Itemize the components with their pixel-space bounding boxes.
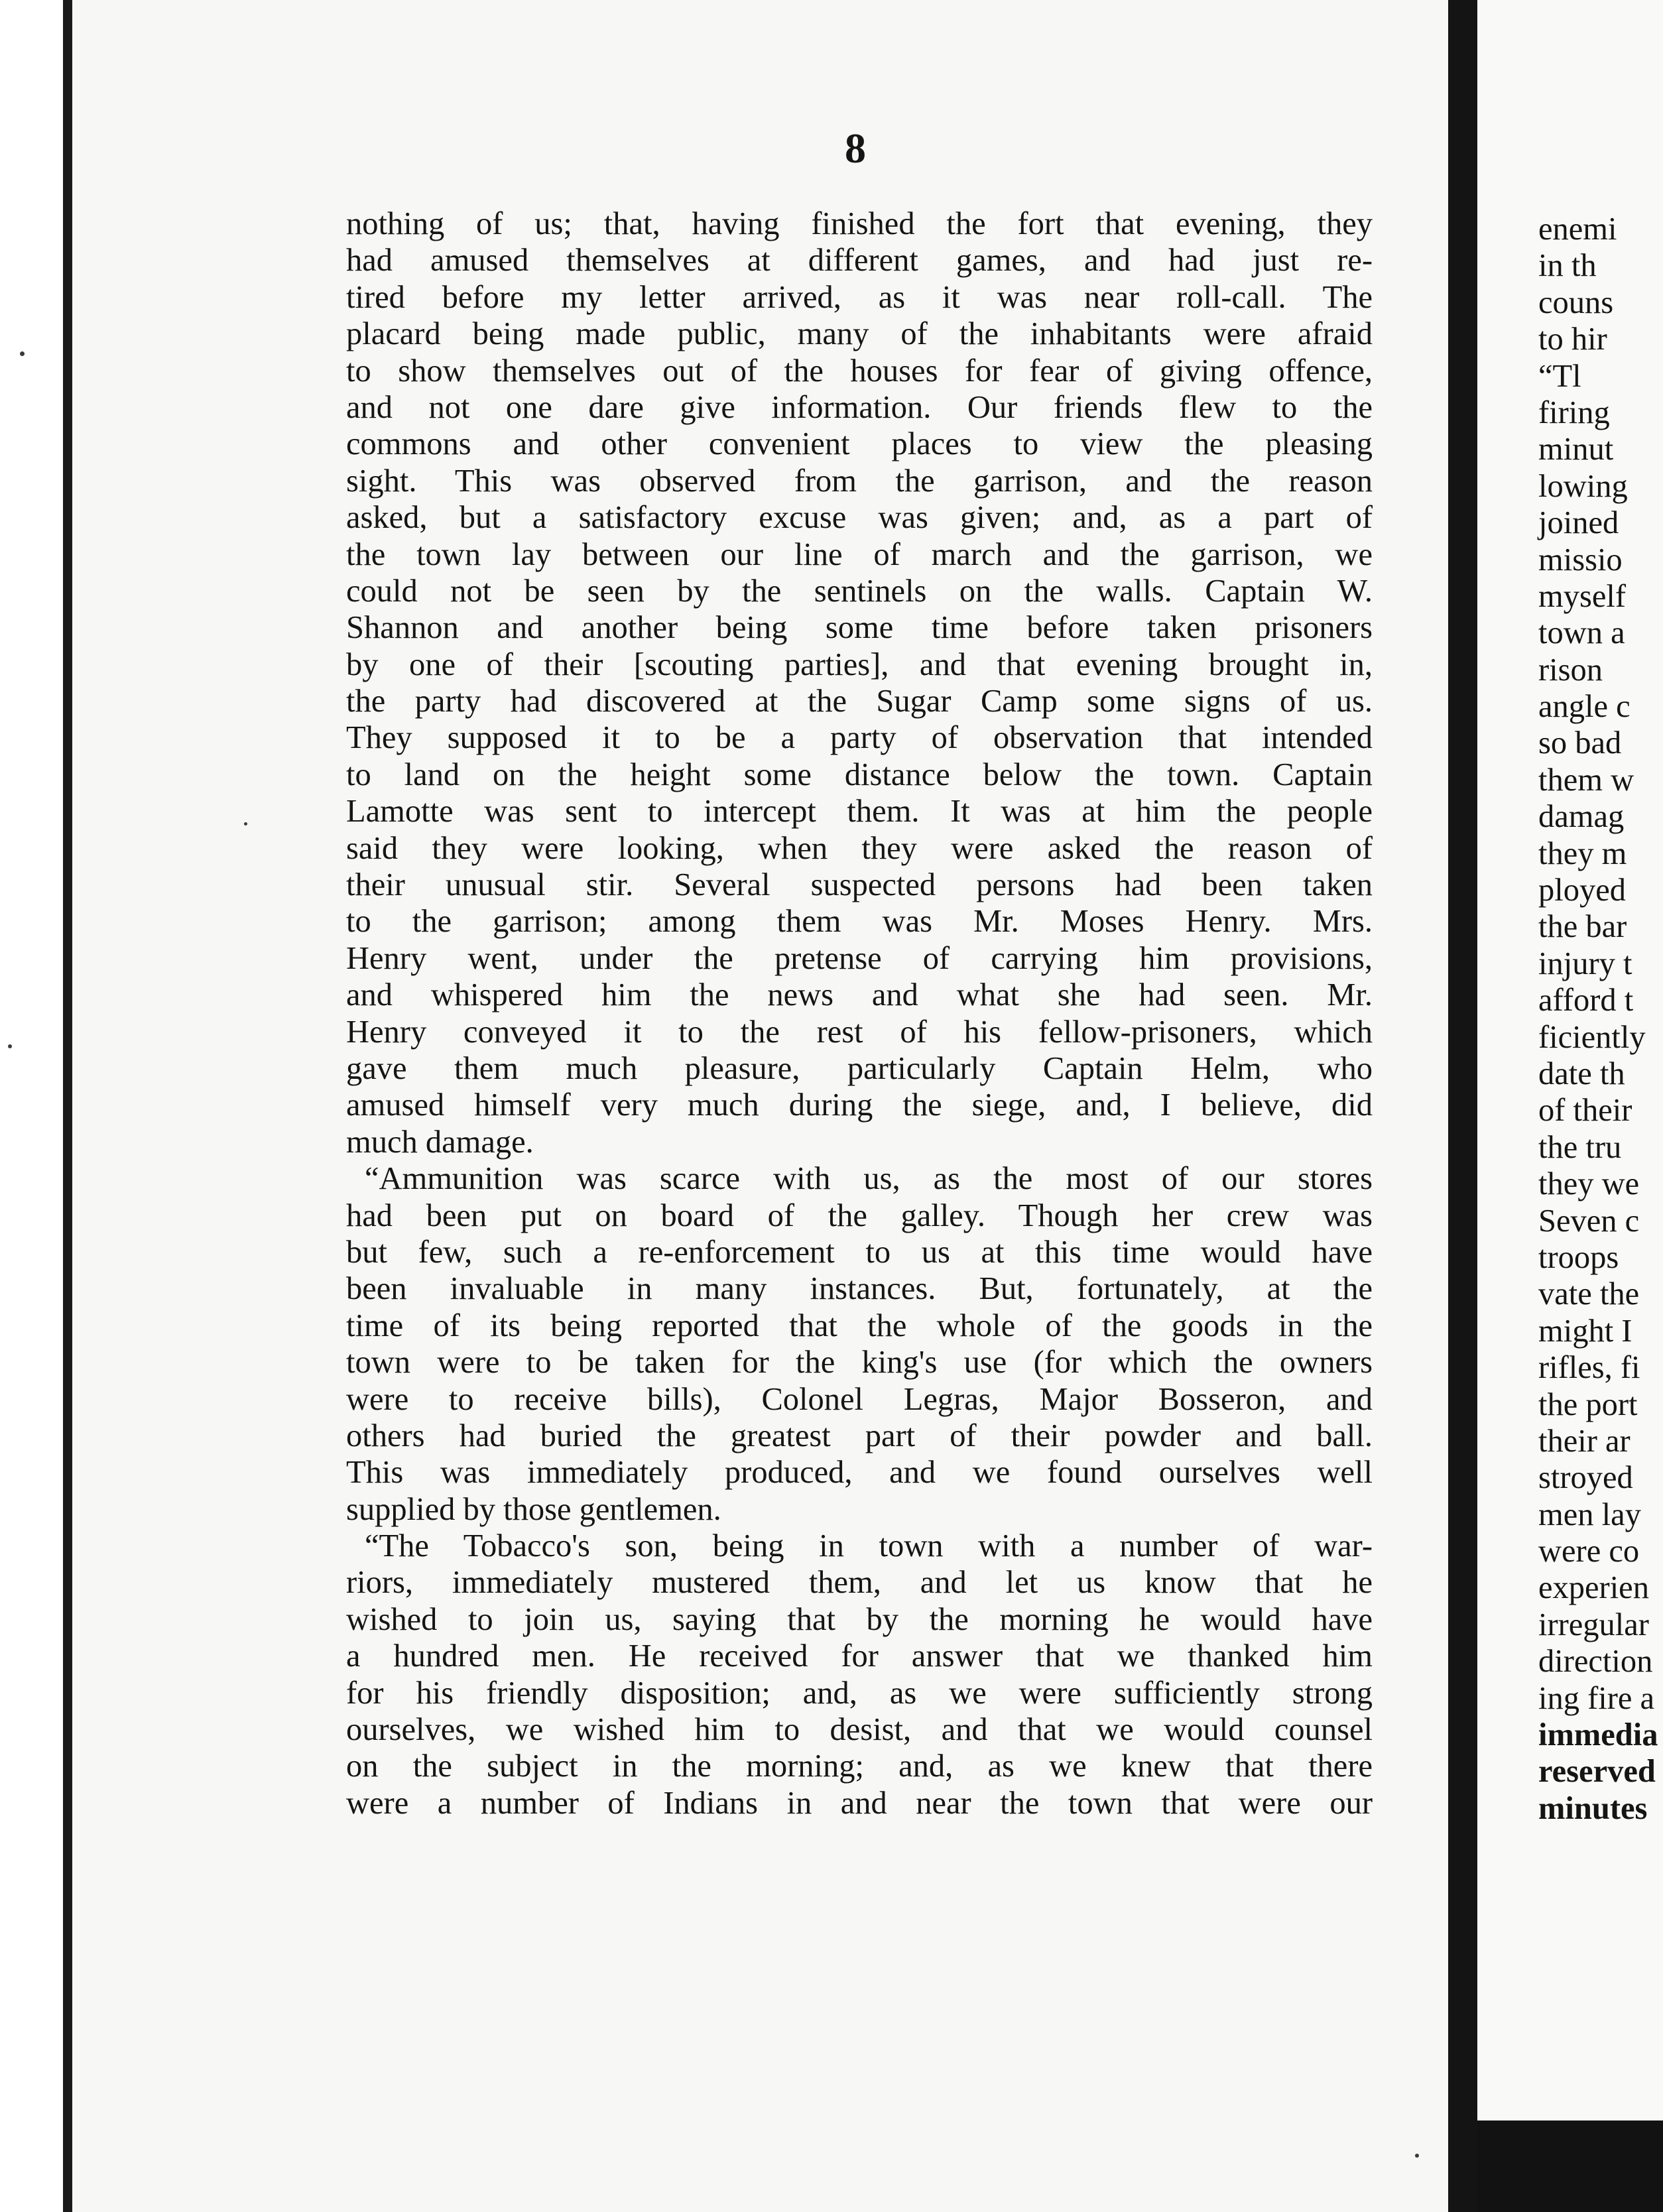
right-page-text bbox=[1538, 211, 1663, 1827]
text-line: Shannon and another being some time before taken prisoners bbox=[346, 610, 1373, 646]
text-line: Henry went, under the pretense of carrying him provisions, bbox=[346, 940, 1373, 976]
text-line: for his friendly disposition; and, as we were sufficiently strong bbox=[346, 1675, 1373, 1711]
text-line: gave them much pleasure, particularly Captain Helm, who bbox=[346, 1050, 1373, 1086]
scan-speck bbox=[1415, 2154, 1419, 2158]
right-text-line: ployed bbox=[1538, 873, 1627, 908]
right-text-line: stroyed bbox=[1538, 1460, 1633, 1496]
right-text-line: myself bbox=[1538, 578, 1627, 614]
right-text-line: town a bbox=[1538, 615, 1625, 651]
right-text-line: they we bbox=[1538, 1166, 1640, 1202]
right-text-line: couns bbox=[1538, 284, 1614, 320]
text-line: on the subject in the morning; and, as we knew that there bbox=[346, 1749, 1373, 1784]
right-text-line: joined bbox=[1538, 505, 1619, 541]
text-line: by one of their [scouting parties], and that evening brought in, bbox=[346, 646, 1373, 682]
right-text-line: “Tl bbox=[1538, 358, 1581, 394]
text-line: been invaluable in many instances. But, fortunately, at the bbox=[346, 1271, 1373, 1307]
text-line: “Ammunition was scarce with us, as the most of our stores bbox=[365, 1161, 1373, 1197]
text-line: commons and other convenient places to view the pleasing bbox=[346, 426, 1373, 462]
right-text-line: in th bbox=[1538, 248, 1597, 284]
right-text-line: afford t bbox=[1538, 983, 1634, 1018]
text-line: “The Tobacco's son, being in town with a number of war- bbox=[365, 1528, 1373, 1564]
text-line: the party had discovered at the Sugar Camp some signs of us. bbox=[346, 684, 1373, 719]
text-line: They supposed it to be a party of observation that intended bbox=[346, 720, 1373, 756]
text-line: riors, immediately mustered them, and let us know that he bbox=[346, 1565, 1373, 1601]
text-line: nothing of us; that, having finished the fort that evening, they bbox=[346, 206, 1373, 241]
right-text-line: so bad bbox=[1538, 725, 1622, 761]
left-page-edge bbox=[63, 0, 72, 2212]
text-line: to land on the height some distance below the town. Captain bbox=[346, 757, 1373, 792]
text-line: much damage. bbox=[346, 1124, 534, 1160]
right-text-line: minutes bbox=[1538, 1790, 1648, 1826]
text-line: their unusual stir. Several suspected persons had been taken bbox=[346, 867, 1373, 903]
text-line: amused himself very much during the siege, and, I believe, did bbox=[346, 1087, 1373, 1123]
text-line: Henry conveyed it to the rest of his fellow-prisoners, which bbox=[346, 1014, 1373, 1050]
right-text-line: to hir bbox=[1538, 322, 1607, 357]
right-text-line: firing bbox=[1538, 395, 1610, 430]
right-text-line: lowing bbox=[1538, 468, 1628, 504]
right-text-line: Seven c bbox=[1538, 1203, 1640, 1239]
right-page-bottom-shadow bbox=[1477, 2120, 1663, 2212]
scan-speck bbox=[8, 1044, 12, 1048]
right-text-line: reserved bbox=[1538, 1754, 1656, 1790]
right-text-line: were co bbox=[1538, 1534, 1640, 1569]
right-text-line: rifles, fi bbox=[1538, 1350, 1640, 1386]
text-line: Lamotte was sent to intercept them. It was at him the people bbox=[346, 794, 1373, 830]
text-line: ourselves, we wished him to desist, and that we would counsel bbox=[346, 1712, 1373, 1748]
right-text-line: irregular bbox=[1538, 1607, 1649, 1642]
right-text-line: might I bbox=[1538, 1313, 1632, 1349]
left-page-text bbox=[346, 206, 1373, 1821]
text-line: and whispered him the news and what she had seen. Mr. bbox=[346, 977, 1373, 1013]
text-line: supplied by those gentlemen. bbox=[346, 1491, 721, 1527]
right-text-line: troops bbox=[1538, 1239, 1619, 1275]
right-text-line: enemi bbox=[1538, 212, 1617, 247]
text-line: had amused themselves at different games, and had just re- bbox=[346, 243, 1373, 278]
text-line: sight. This was observed from the garrison, and the reason bbox=[346, 463, 1373, 499]
page-number: 8 bbox=[845, 125, 866, 172]
right-text-line: damag bbox=[1538, 799, 1625, 835]
book-gutter bbox=[1448, 0, 1477, 2212]
right-text-line: date th bbox=[1538, 1056, 1625, 1091]
text-line: to the garrison; among them was Mr. Moses Henry. Mrs. bbox=[346, 904, 1373, 940]
right-text-line: the bar bbox=[1538, 909, 1627, 945]
right-text-line: ficiently bbox=[1538, 1019, 1646, 1055]
right-text-line: them w bbox=[1538, 762, 1634, 798]
text-line: time of its being reported that the whole of the goods in the bbox=[346, 1308, 1373, 1343]
right-text-line: vate the bbox=[1538, 1276, 1640, 1312]
right-text-line: they m bbox=[1538, 835, 1627, 871]
right-text-line: missio bbox=[1538, 542, 1623, 578]
right-text-line: minut bbox=[1538, 432, 1614, 467]
right-text-line: their ar bbox=[1538, 1423, 1631, 1459]
text-line: others had buried the greatest part of their powder and ball. bbox=[346, 1418, 1373, 1453]
text-line: town were to be taken for the king's use (for which the owners bbox=[346, 1345, 1373, 1381]
right-text-line: men lay bbox=[1538, 1497, 1641, 1532]
text-line: had been put on board of the galley. Though her crew was bbox=[346, 1198, 1373, 1233]
scan-speck bbox=[20, 351, 25, 356]
scan-speck bbox=[244, 822, 247, 826]
outer-margin bbox=[0, 0, 63, 2212]
text-line: asked, but a satisfactory excuse was given; and, as a part of bbox=[346, 500, 1373, 536]
right-text-line: the tru bbox=[1538, 1129, 1622, 1165]
text-line: a hundred men. He received for answer that we thanked him bbox=[346, 1638, 1373, 1674]
text-line: said they were looking, when they were asked the reason of bbox=[346, 830, 1373, 866]
right-text-line: immedia bbox=[1538, 1717, 1658, 1753]
right-text-line: injury t bbox=[1538, 946, 1632, 981]
right-text-line: rison bbox=[1538, 652, 1603, 688]
text-line: could not be seen by the sentinels on the walls. Captain W. bbox=[346, 573, 1373, 609]
text-line: the town lay between our line of march and the garrison, we bbox=[346, 536, 1373, 572]
right-text-line: of their bbox=[1538, 1093, 1632, 1129]
right-text-line: direction bbox=[1538, 1644, 1653, 1680]
right-text-line: the port bbox=[1538, 1386, 1638, 1422]
text-line: tired before my letter arrived, as it was near roll-call. The bbox=[346, 279, 1373, 315]
text-line: placard being made public, many of the inhabitants were afraid bbox=[346, 316, 1373, 352]
text-line: but few, such a re-enforcement to us at this time would have bbox=[346, 1234, 1373, 1270]
right-text-line: angle c bbox=[1538, 689, 1631, 725]
text-line: and not one dare give information. Our friends flew to the bbox=[346, 389, 1373, 425]
right-text-line: ing fire a bbox=[1538, 1680, 1655, 1716]
text-line: to show themselves out of the houses for fear of giving offence, bbox=[346, 353, 1373, 389]
text-line: This was immediately produced, and we found ourselves well bbox=[346, 1455, 1373, 1491]
text-line: were a number of Indians in and near the town that were our bbox=[346, 1785, 1373, 1821]
text-line: wished to join us, saying that by the morning he would have bbox=[346, 1601, 1373, 1637]
text-line: were to receive bills), Colonel Legras, Major Bosseron, and bbox=[346, 1381, 1373, 1417]
right-text-line: experien bbox=[1538, 1570, 1649, 1606]
